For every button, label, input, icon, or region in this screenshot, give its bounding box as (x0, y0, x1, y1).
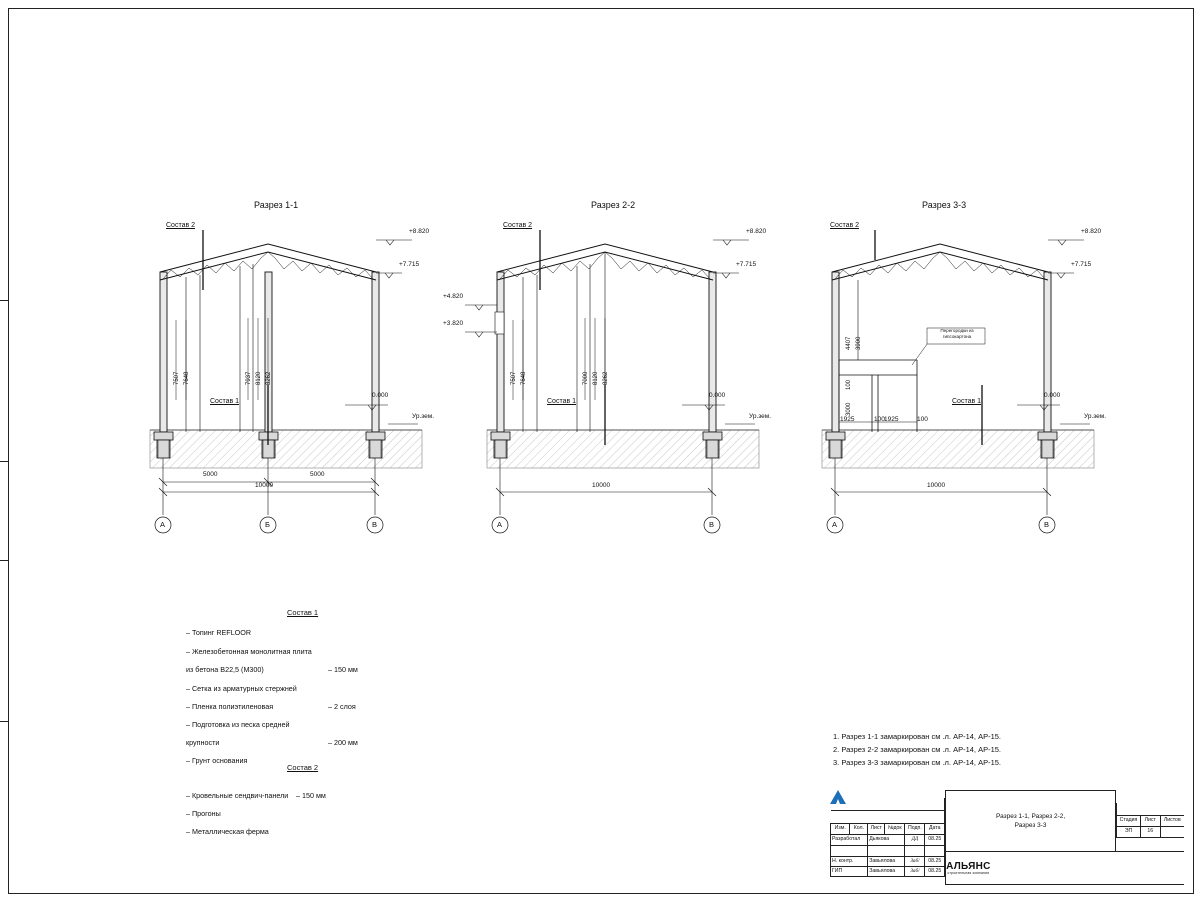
section-3-vdim-1: 3900 (856, 336, 862, 350)
section-2-title: Разрез 2-2 (591, 200, 636, 210)
composition-1-item-0: – Топинг REFLOOR (186, 628, 252, 637)
company-logo (946, 861, 1184, 876)
alliance-logo-icon (830, 790, 846, 804)
stamp-header-3: №док (885, 824, 905, 835)
sheet-left-tab-2 (0, 560, 9, 722)
stamp-header-5: Дата (925, 824, 945, 835)
composition-1-item-2: из бетона В22,5 (М300) (186, 665, 264, 674)
section-2-top-mark: +8.820 (746, 228, 767, 235)
section-2-vdim-2: 7000 (583, 371, 589, 385)
section-3-second-mark: +7.715 (1071, 261, 1092, 268)
composition-1-title: Состав 1 (287, 608, 319, 617)
composition-1-item-3: – Сетка из арматурных стержней (186, 684, 297, 693)
note-1: 2. Разрез 2-2 замаркирован см .л. АР-14, АР-15. (833, 745, 1002, 754)
stamp-row-2-date: 08.25 (925, 857, 945, 867)
stamp-meta-value-2 (1160, 827, 1184, 838)
stamp-row-0-sign: ДД (905, 835, 925, 846)
stamp-row-2-sign: Заб/ (905, 857, 925, 867)
section-2-left-mark-1: +3.820 (443, 320, 464, 327)
stamp-row-1-name (868, 846, 905, 857)
stamp-row-0-role: Разработал (831, 835, 868, 846)
company-subtitle: строительная компания (947, 870, 990, 875)
section-2-total-dim: 10000 (592, 482, 611, 489)
section-1-axis-0: А (160, 520, 166, 529)
section-3-total-dim: 10000 (927, 482, 946, 489)
section-3-vdim-2: 3000 (846, 402, 852, 416)
section-1-hdim-1: 5000 (310, 471, 325, 478)
stamp-row-2-role: Н. контр. (831, 857, 868, 867)
stamp-meta-header-1: Лист (1140, 816, 1160, 827)
section-1-zero-mark: 0.000 (372, 392, 389, 399)
stamp-sheet-title-line2: Разрез 3-3 (1014, 822, 1047, 829)
stamp-meta-header-2: Листов (1160, 816, 1184, 827)
stamp-sheet-title-line1: Разрез 1-1, Разрез 2-2, (995, 812, 1066, 820)
section-2-axis-1: В (709, 520, 715, 529)
section-2-ground-label: Ур.зем. (749, 413, 772, 420)
section-3-drawing (812, 200, 1112, 550)
stamp-header-1: Кол. (850, 824, 868, 835)
stamp-row-0-date: 08.25 (925, 835, 945, 846)
composition-1-item-7: – Грунт основания (186, 756, 248, 765)
stamp-row-3-date: 08.25 (925, 867, 945, 877)
stamp-meta-header-0: Стадия (1117, 816, 1141, 827)
section-3-idim-2: 1925 (884, 416, 899, 423)
stamp-row-3-role: ГИП (831, 867, 868, 877)
title-block (830, 790, 1184, 885)
note-0: 1. Разрез 1-1 замаркирован см .л. АР-14, АР-15. (833, 732, 1002, 741)
section-1-axis-2: В (372, 520, 378, 529)
stamp-row-3-name: Завьялова (868, 867, 905, 877)
section-2-vdim-4: 8262 (603, 371, 609, 385)
section-1-vdim-1: 7648 (184, 371, 190, 385)
section-3-ground-label: Ур.зем. (1084, 413, 1107, 420)
section-3-comp2-label: Состав 2 (830, 222, 860, 229)
stamp-row-2-name: Завьялова (868, 857, 905, 867)
section-3-zero-mark: 0.000 (1044, 392, 1061, 399)
section-1-axis-1: Б (265, 520, 270, 529)
section-3-comp1-label: Состав 1 (952, 398, 982, 405)
section-3-vdim-3: 100 (846, 379, 852, 390)
composition-2-item-1: – Прогоны (186, 809, 221, 818)
company-name: АЛЬЯНС (946, 860, 991, 872)
note-2: 3. Разрез 3-3 замаркирован см .л. АР-14, АР-15. (833, 758, 1002, 767)
section-3-idim-3: 100 (917, 416, 928, 423)
section-3-top-mark: +8.820 (1081, 228, 1102, 235)
composition-1-value-6: – 200 мм (328, 738, 358, 747)
section-3-idim-0: 1925 (840, 416, 855, 423)
section-3-partition-note: Перегородки из гипсокартона (940, 328, 974, 339)
section-1-vdim-3: 8120 (256, 371, 262, 385)
section-2-vdim-0: 7507 (511, 371, 517, 385)
section-2-comp2-label: Состав 2 (503, 222, 533, 229)
section-3-title: Разрез 3-3 (922, 200, 967, 210)
section-1-comp2-label: Состав 2 (166, 222, 196, 229)
composition-2-item-2: – Металлическая ферма (186, 827, 269, 836)
stamp-row-3-sign: Заб/ (905, 867, 925, 877)
section-2-vdim-3: 8120 (593, 371, 599, 385)
section-3-idim-1: 100 (874, 416, 885, 423)
composition-2-value-0: – 150 мм (296, 791, 326, 800)
section-1-total-dim: 10000 (255, 482, 274, 489)
title-block-table (830, 790, 1184, 885)
composition-2-item-0: – Кровельные сендвич-панели (186, 791, 289, 800)
section-2-2 (443, 200, 777, 550)
section-2-axis-0: А (497, 520, 503, 529)
section-3-vdim-0: 4407 (846, 336, 852, 350)
section-1-ground-label: Ур.зем. (412, 413, 435, 420)
section-1-second-mark: +7.715 (399, 261, 420, 268)
section-1-vdim-2: 7937 (246, 371, 252, 385)
composition-1-item-4: – Пленка полиэтиленовая (186, 702, 274, 711)
section-3-3 (812, 200, 1112, 550)
stamp-header-0: Изм. (831, 824, 850, 835)
section-2-second-mark: +7.715 (736, 261, 757, 268)
section-2-zero-mark: 0.000 (709, 392, 726, 399)
stamp-header-2: Лист (868, 824, 885, 835)
section-2-vdim-1: 7648 (521, 371, 527, 385)
section-1-top-mark: +8.820 (409, 228, 430, 235)
stamp-row-0-name: Дьякова (868, 835, 905, 846)
stamp-meta-value-0: ЭП (1117, 827, 1141, 838)
section-3-axis-1: В (1044, 520, 1050, 529)
section-1-vdim-4: 8262 (266, 371, 272, 385)
section-3-axis-0: А (832, 520, 838, 529)
composition-1-item-1: – Железобетонная монолитная плита (186, 647, 312, 656)
stamp-row-1-date (925, 846, 945, 857)
section-1-hdim-0: 5000 (203, 471, 218, 478)
stamp-row-1-role (831, 846, 868, 857)
section-1-comp1-label: Состав 1 (210, 398, 240, 405)
section-1-1 (140, 200, 440, 550)
composition-1-item-5: – Подготовка из песка средней (186, 720, 290, 729)
section-1-vdim-0: 7507 (174, 371, 180, 385)
stamp-header-4: Подп. (905, 824, 925, 835)
sheet-left-tab-1 (0, 300, 9, 462)
composition-1-value-4: – 2 слоя (328, 702, 356, 711)
composition-1-item-6: крупности (186, 738, 220, 747)
composition-1-value-2: – 150 мм (328, 665, 358, 674)
stamp-meta-value-1: 16 (1140, 827, 1160, 838)
composition-2-title: Состав 2 (287, 763, 319, 772)
section-2-left-mark-0: +4.820 (443, 293, 464, 300)
section-1-title: Разрез 1-1 (254, 200, 299, 210)
section-2-comp1-label: Состав 1 (547, 398, 577, 405)
stamp-row-1-sign (905, 846, 925, 857)
